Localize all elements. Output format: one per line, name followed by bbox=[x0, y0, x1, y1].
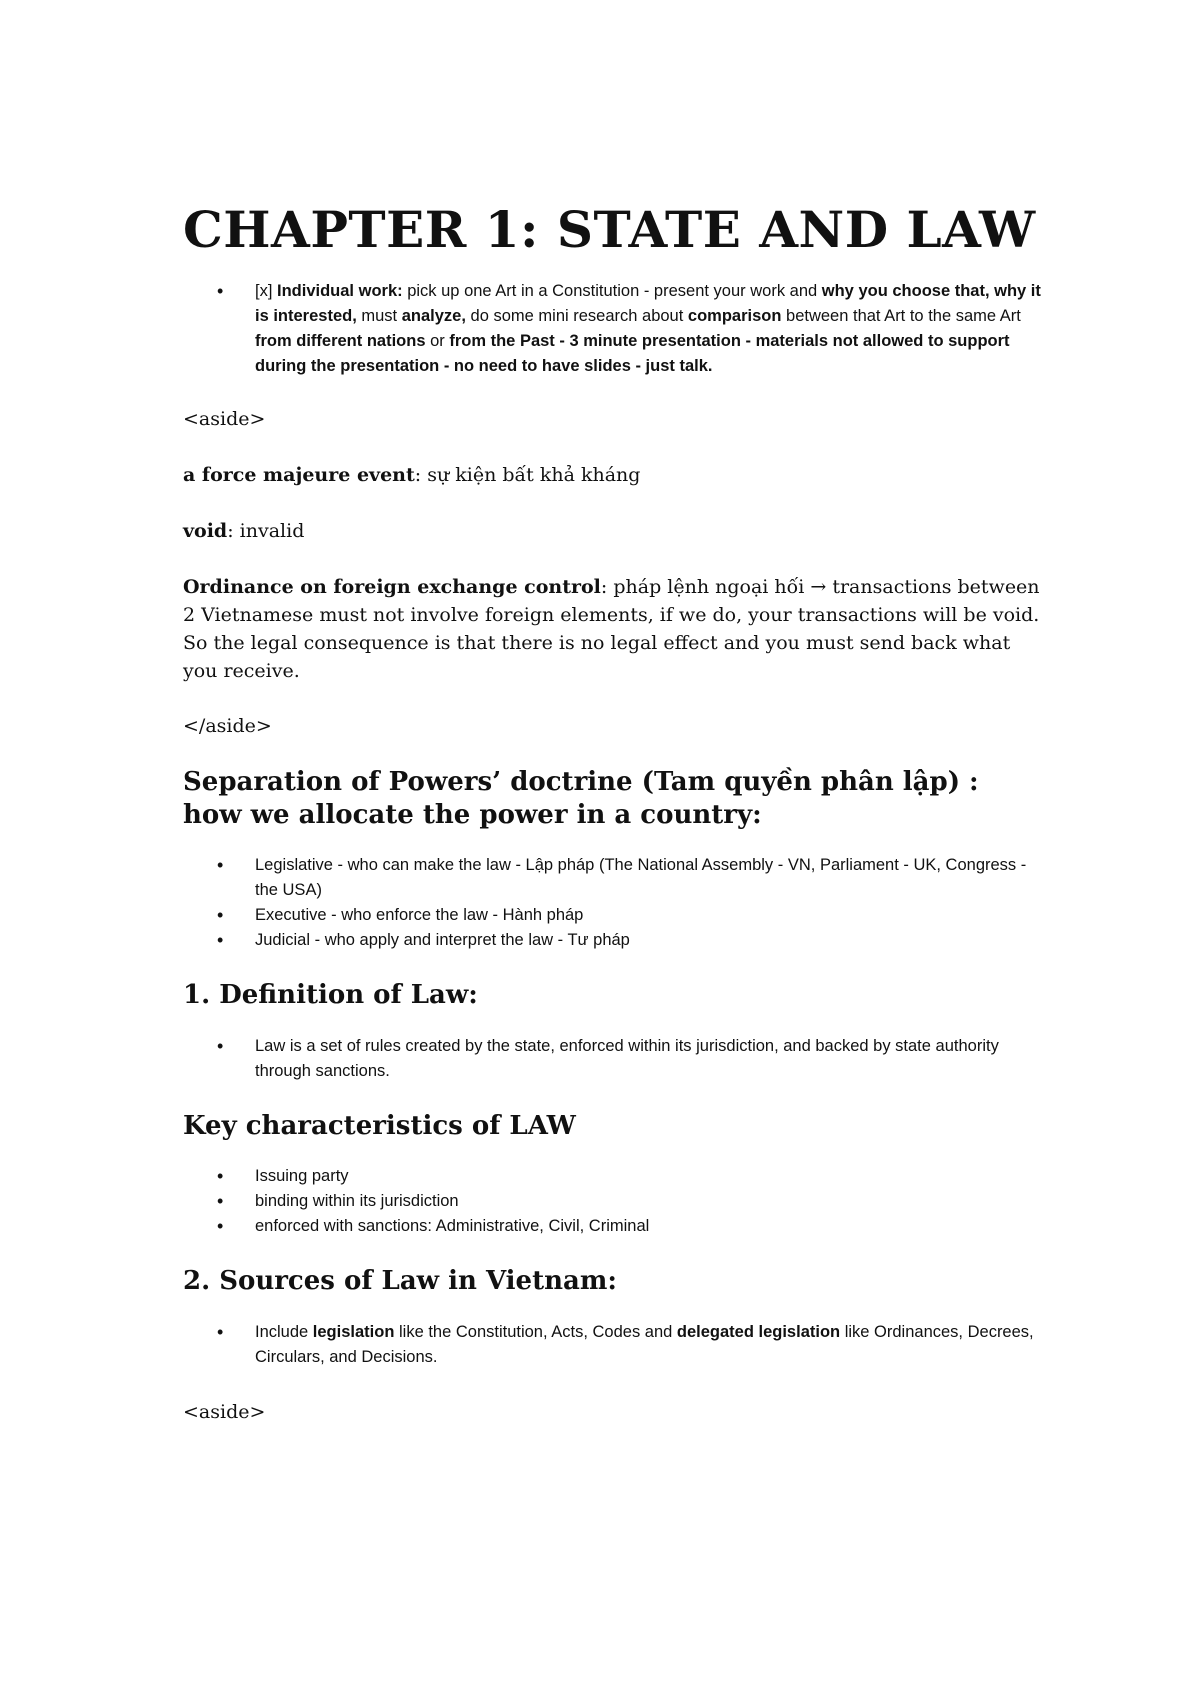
task-emphasis: why you choose that, why it is interested, bbox=[255, 282, 1041, 325]
page-title: CHAPTER 1: STATE AND LAW bbox=[183, 200, 1036, 259]
list-item: • Executive - who enforce the law - Hành pháp bbox=[183, 903, 1043, 928]
sources-emphasis: legislation bbox=[312, 1322, 395, 1341]
sources-list bbox=[183, 1320, 1043, 1370]
task-text: do some mini research about bbox=[465, 307, 688, 325]
list-item: • Issuing party bbox=[183, 1164, 1043, 1189]
task-text: pick up one Art in a Constitution - present your work and bbox=[402, 282, 822, 300]
aside-open-tag: <aside> bbox=[183, 1400, 266, 1423]
glossary-definition: : invalid bbox=[227, 520, 305, 542]
task-emphasis: from different nations bbox=[255, 332, 426, 350]
sources-heading: 2. Sources of Law in Vietnam: bbox=[183, 1266, 617, 1296]
task-text: or bbox=[425, 332, 450, 350]
task-emphasis: comparison bbox=[687, 307, 782, 325]
glossary-definition: : pháp lệnh ngoại hối → transactions between 2 Vietnamese must not involve foreign elements, if we do, your transactions will be void. So the legal consequence is that there is no legal effect and you must send back what you receive. bbox=[183, 576, 1040, 682]
list-item: • Judicial - who apply and interpret the law - Tư pháp bbox=[183, 928, 1043, 953]
sources-text: Include bbox=[255, 1322, 313, 1341]
list-item: • Legislative - who can make the law - Lập pháp (The National Assembly - VN, Parliament - UK, Congress - the USA) bbox=[183, 853, 1043, 903]
task-list bbox=[183, 279, 1043, 379]
task-emphasis: analyze, bbox=[401, 307, 466, 325]
definition-heading: 1. Definition of Law: bbox=[183, 980, 478, 1010]
list-item: • enforced with sanctions: Administrative, Civil, Criminal bbox=[183, 1214, 1043, 1239]
sources-emphasis: delegated legislation bbox=[676, 1322, 841, 1341]
characteristics-list bbox=[183, 1164, 1043, 1239]
glossary-entry bbox=[183, 461, 1043, 489]
task-item bbox=[183, 279, 1043, 379]
aside-close-tag: </aside> bbox=[183, 715, 272, 737]
list-item: • Law is a set of rules created by the state, enforced within its jurisdiction, and backed by state authority through sanctions. bbox=[183, 1034, 1043, 1084]
list-item: • binding within its jurisdiction bbox=[183, 1189, 1043, 1214]
separation-list bbox=[183, 853, 1043, 953]
glossary-definition: : sự kiện bất khả kháng bbox=[414, 464, 641, 486]
glossary-term: void bbox=[183, 520, 228, 542]
glossary-entry bbox=[183, 573, 1043, 685]
task-text: must bbox=[356, 307, 402, 325]
definition-list bbox=[183, 1034, 1043, 1084]
list-item bbox=[183, 1320, 1043, 1370]
sources-text: like Ordinances, Decrees, Circulars, and Decisions. bbox=[255, 1322, 1034, 1366]
task-checkbox: [x] bbox=[255, 282, 278, 300]
task-label: Individual work: bbox=[277, 282, 403, 300]
sources-text: like the Constitution, Acts, Codes and bbox=[394, 1322, 677, 1341]
document-content bbox=[183, 200, 1043, 1426]
glossary-term: a force majeure event bbox=[183, 464, 415, 486]
characteristics-heading: Key characteristics of LAW bbox=[183, 1110, 576, 1141]
separation-heading: Separation of Powers’ doctrine (Tam quyền phân lập) : how we allocate the power in a country: bbox=[183, 767, 979, 830]
glossary-term: Ordinance on foreign exchange control bbox=[183, 576, 601, 598]
task-text: between that Art to the same Art bbox=[781, 307, 1021, 325]
glossary-entry bbox=[183, 517, 1043, 545]
task-emphasis: from the Past - 3 minute presentation - materials not allowed to support during the presentation - no need to have slides - just talk. bbox=[255, 332, 1010, 375]
aside-open-tag: <aside> bbox=[183, 408, 266, 430]
